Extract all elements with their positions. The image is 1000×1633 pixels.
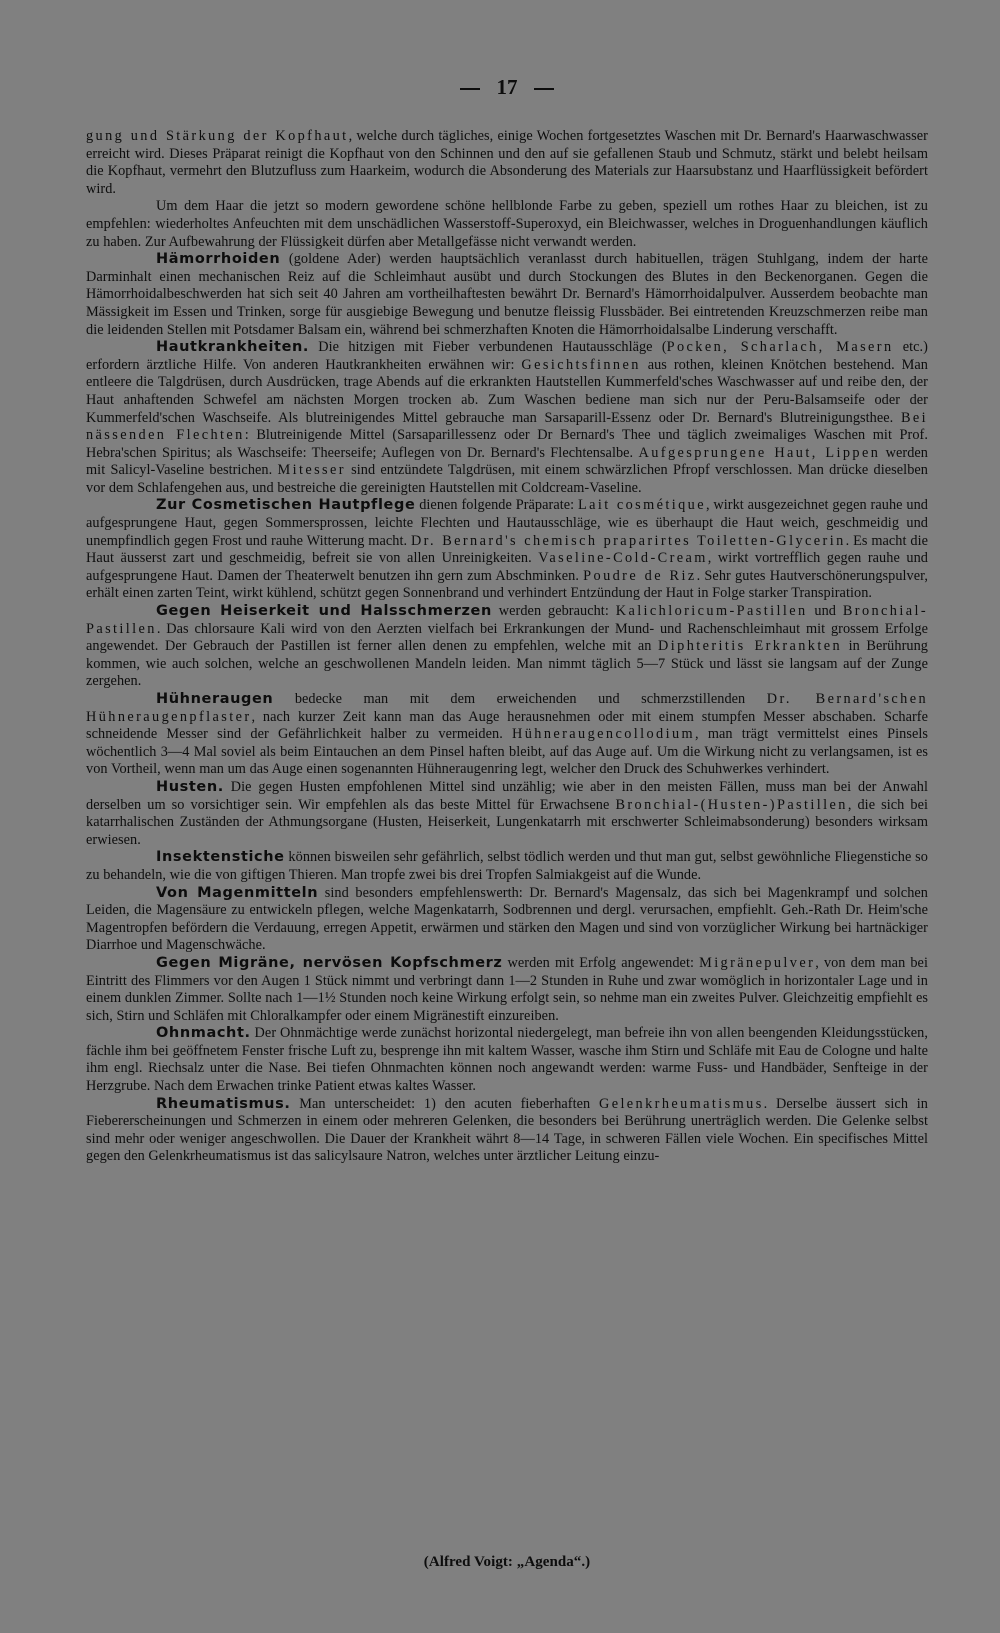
paragraph	[86, 251, 928, 339]
paragraph	[86, 691, 928, 779]
paragraph-text: . Das chlorsaure Kali wird von den Aerzten vielfach bei Erkrankungen der Mund- und Rachenschleimhaut mit grossem Erfolge angewendet. Der Gebrauch der Pastillen ist ferner allen denen zu empfehlen, welche mit an	[86, 620, 928, 655]
spaced-text: Poudre de Riz	[583, 567, 697, 584]
paragraph-text: , von dem man bei Eintritt des Flimmers vor den Augen 1 Stück nimmt und verbringt dann 1—2 Stunden in Ruhe und zwar womöglich in horizontaler Lage und in einem dunklen Zimmer. Sollte nach 1—1½ Stunden noch keine Wirkung erfolgt sein, so nehme man ein zweites Pulver. Gleichzeitig empfiehlt es sich, Stirn und Schläfen mit Chloralkampfer oder einem Migränestift einzureiben.	[86, 954, 928, 1024]
paragraph	[86, 603, 928, 691]
section-heading: Hühneraugen	[156, 691, 274, 707]
section-heading: Gegen Heiserkeit und Halsschmerzen	[156, 603, 492, 620]
spaced-text: Bronchial-Pastillen	[86, 603, 928, 637]
dash-right	[534, 88, 554, 90]
paragraph	[86, 1025, 928, 1095]
paragraph-text: werden mit Salicyl-Vaseline bestrichen.	[86, 444, 929, 479]
paragraph-text: in Berührung kommen, wie auch solchen, welche an geschwollenen Mandeln leiden. Man nimmt täglich 5—7 Stück und lässt sie langsam auf der Zunge zergehen.	[86, 638, 928, 690]
section-heading: Rheumatismus.	[156, 1095, 291, 1112]
section-heading: Ohnmacht.	[156, 1025, 251, 1042]
dash-left	[460, 88, 480, 90]
page-number	[86, 72, 928, 102]
spaced-text: Hühneraugencollodium	[512, 726, 696, 743]
page-number-text: 17	[496, 75, 518, 99]
paragraph-text: , wirkt ausgezeichnet gegen rauhe und aufgesprungene Haut, gegen Sommersprossen, leichte Flechten und Hautausschläge, wie es überhaupt die Haut weich, geschmeidig und unempfindlich gegen Frost und rauhe Witterung macht.	[86, 497, 928, 549]
paragraph-text: und	[807, 603, 843, 620]
paragraph-text: , welche durch tägliches, einige Wochen fortgesetztes Waschen mit Dr. Bernard's Haarwaschwasser erreicht wird. Dieses Präparat reinigt die Kopfhaut von den Schinnen und den auf sie gefallenen Staub und Schmutz, stärkt und belebt heilsam die Kopfhaut, vermehrt den Blutzufluss zum Haarkeim, wodurch die Absonderung des Materials zur Haarsubstanz und Haarflüssigkeit befördert wird.	[86, 128, 928, 197]
paragraph-text: Die gegen Husten empfohlenen Mittel sind unzählig; wie aber in den meisten Fällen, muss man bei der Anwahl derselben um so vorsichtiger sein. Wir empfehlen als das beste Mittel für Erwachsene	[86, 778, 928, 813]
paragraph-text: etc.) erfordern ärztliche Hilfe. Von anderen Hautkrankheiten erwähnen wir:	[86, 339, 928, 373]
paragraph	[86, 497, 928, 603]
paragraph-text: werden mit Erfolg angewendet:	[502, 954, 700, 971]
paragraph-text: sind entzündete Talgdrüsen, mit einem schwärzlichen Pfropf verschlossen. Man drücke dieselben vor dem Schlafengehen aus, und bestreiche die gereinigten Hautstellen mit Coldcream-Vaseline.	[86, 462, 928, 496]
spaced-text: Diphteritis Erkrankten	[658, 638, 843, 655]
spaced-text: Vaseline-Cold-Cream	[538, 550, 708, 567]
paragraph-text: dienen folgende Präparate:	[415, 497, 579, 514]
paragraph	[86, 849, 928, 884]
paragraph-text: , die sich bei katarrhalischen Zuständen der Athmungsorgane (Husten, Heiserkeit, Lungenkatarrh mit erschwerter Schleimabsonderung) besonders wirksam erwiesen.	[86, 796, 929, 848]
spaced-text: Pocken, Scharlach, Masern	[666, 339, 894, 356]
paragraph-text: Man unterscheidet: 1) den acuten fieberhaften	[290, 1095, 599, 1112]
section-heading: Insektenstiche	[156, 849, 285, 866]
section-heading: Husten.	[156, 778, 224, 795]
section-heading: Zur Cosmetischen Hautpflege	[156, 497, 416, 514]
paragraph-text: Die hitzigen mit Fieber verbundenen Hautausschläge (	[309, 339, 667, 356]
spaced-text: Gesichtsfinnen	[521, 356, 641, 373]
body-text	[86, 128, 928, 1166]
book-page	[86, 72, 928, 1612]
paragraph-text: : Blutreinigende Mittel (Sarsaparillessenz oder Dr Bernard's Thee und täglich zweimaliges Waschen mit Prof. Hebra'schen Spiritus; als Waschseife: Theerseife; Auflegen von Dr. Bernard's Flechtensalbe.	[86, 427, 928, 461]
spaced-text: Mitesser	[277, 462, 346, 479]
paragraph	[86, 339, 928, 497]
spaced-text: Bronchial-(Husten-)Pastillen	[615, 796, 848, 813]
paragraph	[86, 955, 928, 1025]
paragraph	[86, 1096, 928, 1166]
spaced-text: Lait cosmétique	[578, 497, 706, 514]
paragraph	[86, 885, 928, 955]
paragraph	[86, 128, 928, 198]
paragraph-text: . Sehr gutes Hautverschönerungspulver, erhält einen zarten Teint, wirkt kühlend, schützt gegen Sonnenbrand und verhindert Entzündung der Haut in Folge starker Transpiration.	[86, 567, 929, 602]
section-heading: Hautkrankheiten.	[156, 339, 310, 356]
spaced-text: Kalichloricum-Pastillen	[615, 603, 808, 620]
paragraph-text: können bisweilen sehr gefährlich, selbst tödlich werden und thut man gut, selbst gewöhnliche Fliegenstiche so zu behandeln, wie die von giftigen Thieren. Man tropfe zwei bis drei Tropfen Salmiakgeist auf die Wunde.	[86, 849, 928, 883]
paragraph-text: , man trägt vermittelst eines Pinsels wöchentlich 3—4 Mal soviel als beim Eintauchen an dem Pinsel haften bleibt, auf das Auge auf. Um die Wirkung nicht zu verlangsamen, ist es von Vortheil, wenn man um das Auge einen sogenannten Hühneraugenring legt, welcher den Druck des Schuhwerkes verhindert.	[86, 726, 928, 778]
paragraph-text: . Es macht die Haut äusserst zart und geschmeidig, befreit sie von allen Unreinigkeiten.	[86, 532, 928, 567]
paragraph-text: Um dem Haar die jetzt so modern gewordene schöne hellblonde Farbe zu geben, speziell um rothes Haar zu bleichen, ist zu empfehlen: wiederholtes Anfeuchten mit dem unschädlichen Wasserstoff-Superoxyd, ein Bleichwasser, welches in Droguenhandlungen käuflich zu haben. Zur Aufbewahrung der Flüssigkeit dürfen aber Metallgefässe nicht verwandt werden.	[86, 198, 928, 250]
paragraph-text: bedecke man mit dem erweichenden und schmerzstillenden	[273, 691, 767, 707]
spaced-text: Bei nässenden Flechten	[86, 409, 928, 444]
paragraph-text: aus rothen, kleinen Knötchen bestehend. Man entleere die Talgdrüsen, durch Ausdrücken, trage Abends auf die erkrankten Hautstellen Kummerfeld'sches Waschwasser auf und reibe den, der Haut anhaftenden Schwefel am nächsten Morgen trocken ab. Zum Waschen bediene man sich nur der Peru-Balsamseife oder der Kummerfeld'schen Waschseife. Als blutreinigendes Mittel gebrauche man Sarsaparill-Essenz oder Dr. Bernard's Blutreinigungsthee.	[86, 356, 928, 426]
spaced-text: gung und Stärkung der Kopfhaut	[86, 128, 349, 144]
footer-attribution: (Alfred Voigt: „Agenda“.)	[423, 1554, 591, 1570]
paragraph-text: sind besonders empfehlenswerth: Dr. Bernard's Magensalz, das sich bei Magenkrampf und solchen Leiden, die Magensäure zu entwickeln pflegen, welche Magenkatarrh, Sodbrennen und dergl. verursachen, empfiehlt. Geh.-Rath Dr. Heim'sche Magentropfen befördern die Verdauung, erregen Appetit, erwärmen und stärken den Magen und sind von vorzüglicher Wirkung bei hartnäckiger Diarrhoe und Magenschwäche.	[86, 884, 928, 954]
section-heading: Hämorrhoiden	[156, 251, 281, 268]
section-heading: Gegen Migräne, nervösen Kopfschmerz	[156, 954, 503, 971]
paragraph-text: , nach kurzer Zeit kann man das Auge herausnehmen oder mit einem stumpfen Messer abschaben. Scharfe schneidende Messer sind der Gefährlichkeit halber zu vermeiden.	[86, 708, 928, 743]
paragraph-text: . Derselbe äussert sich in Fiebererscheinungen und Schmerzen in einem oder mehreren Gelenken, die besonders bei Berührung unerträglich werden. Die Gelenke selbst sind mehr oder weniger angeschwollen. Die Dauer der Krankheit währt 8—14 Tage, in schweren Fällen viele Wochen. Ein specifisches Mittel gegen den Gelenkrheumatismus ist das salicylsaure Natron, welches unter ärztlicher Leitung einzu-	[86, 1095, 928, 1165]
paragraph-text: Der Ohnmächtige werde zunächst horizontal niedergelegt, man befreie ihn von allen beengenden Kleidungsstücken, fächle ihm bei geöffnetem Fenster frische Luft zu, besprenge ihn mit kaltem Wasser, wasche ihm Stirn und Schläfe mit Eau de Cologne und halte ihm engl. Riechsalz unter die Nase. Bei tiefen Ohnmachten können noch angewandt werden: warme Fuss- und Handbäder, Senfteige in der Herzgrube. Nach dem Erwachen trinke Patient etwas kaltes Wasser.	[86, 1025, 928, 1095]
spaced-text: Migränepulver	[699, 954, 816, 971]
paragraph-text: (goldene Ader) werden hauptsächlich veranlasst durch habituellen, trägen Stuhlgang, indem der harte Darminhalt einen mechanischen Reiz auf die Schleimhaut ausübt und durch Stockungen des Blutes in den Beckenorganen. Gegen die Hämorrhoidalbeschwerden hat sich seit 40 Jahren am vortheilhaftesten bewährt Dr. Bernard's Hämorrhoidalpulver. Ausserdem beobachte man Mässigkeit im Essen und Trinken, sorge für ausgiebige Bewegung und benutze fleissig Flussbäder. Bei eintretenden Kreuzschmerzen reibe man die leidenden Stellen mit Potsdamer Balsam ein, während bei schmerzhaften Knoten die Hämorrhoidalsalbe Linderung verschafft.	[86, 251, 928, 338]
paragraph-text: , wirkt vortrefflich gegen rauhe und aufgesprungene Haut. Damen der Theaterwelt benutzen ihn gern zum Abschminken.	[86, 550, 929, 584]
spaced-text: Dr. Bernard's chemisch praparirtes Toiletten-Glycerin	[410, 532, 846, 549]
spaced-text: Aufgesprungene Haut, Lippen	[638, 444, 881, 461]
spaced-text: Dr. Bernard'schen Hühneraugenpflaster	[86, 691, 929, 725]
paragraph	[86, 779, 928, 849]
paragraph-text: werden gebraucht:	[491, 603, 616, 620]
paragraph	[86, 198, 928, 251]
spaced-text: Gelenkrheumatismus	[598, 1095, 764, 1112]
section-heading: Von Magenmitteln	[156, 884, 319, 901]
